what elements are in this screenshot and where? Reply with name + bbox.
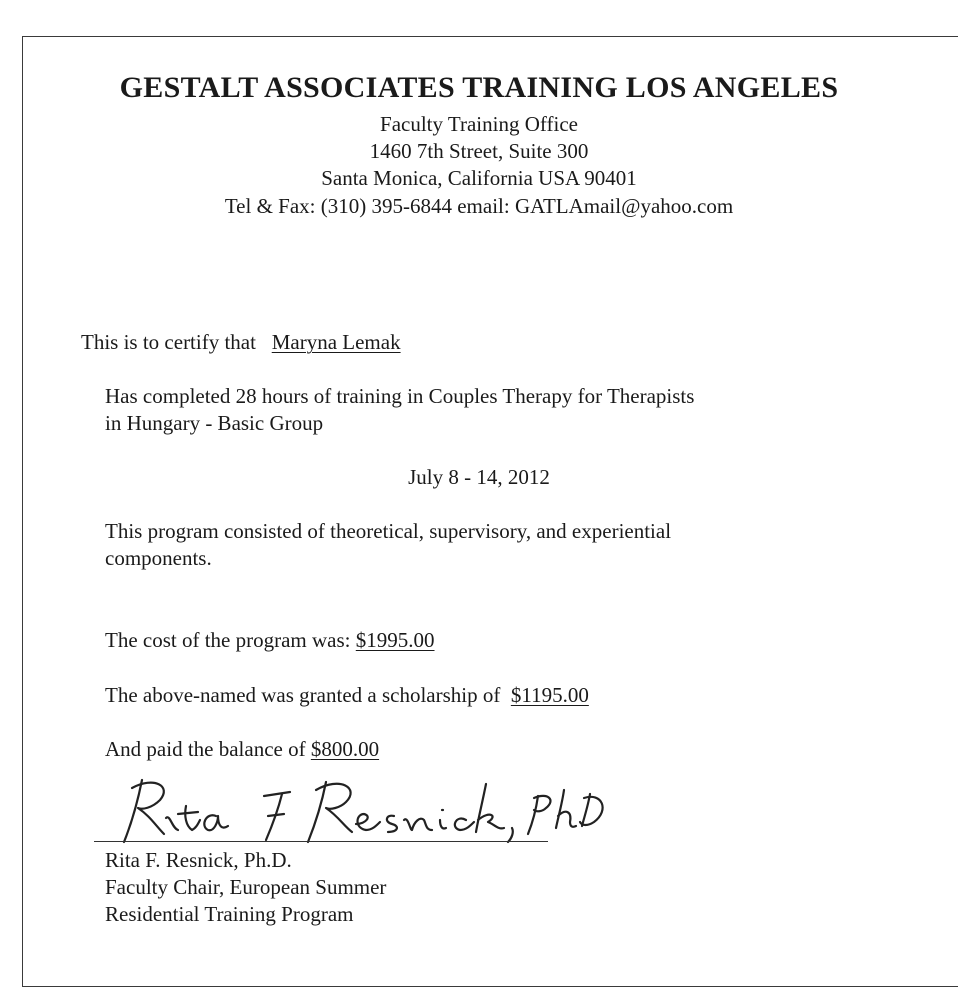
organization-name: GESTALT ASSOCIATES TRAINING LOS ANGELES (119, 71, 839, 104)
scholarship-label: The above-named was granted a scholarship of (105, 683, 501, 707)
certify-prefix: This is to certify that (81, 330, 256, 354)
office-name: Faculty Training Office (380, 112, 578, 136)
balance-value: $800.00 (310, 737, 380, 761)
cost-label: The cost of the program was: (105, 628, 351, 652)
scholarship-line (105, 682, 589, 708)
city-address: Santa Monica, California USA 90401 (321, 166, 637, 190)
signatory-name: Rita F. Resnick, Ph.D. (105, 848, 292, 872)
signature-line (94, 841, 548, 842)
handwritten-signature (94, 770, 614, 850)
contact-info: Tel & Fax: (310) 395-6844 email: GATLAmail@yahoo.com (224, 194, 734, 218)
program-description-line-2: components. (105, 546, 212, 570)
program-description-line-1: This program consisted of theoretical, supervisory, and experiential (105, 519, 672, 543)
certify-line (81, 329, 401, 355)
program-dates: July 8 - 14, 2012 (408, 465, 550, 489)
cost-line (105, 627, 435, 653)
signatory-title-line-2: Residential Training Program (105, 902, 354, 926)
completion-line-2: in Hungary - Basic Group (105, 411, 324, 435)
scholarship-value: $1195.00 (510, 683, 589, 707)
signatory-title-line-1: Faculty Chair, European Summer (105, 875, 387, 899)
balance-label: And paid the balance of (105, 737, 306, 761)
recipient-name: Maryna Lemak (271, 330, 401, 354)
street-address: 1460 7th Street, Suite 300 (369, 139, 589, 163)
completion-line-1: Has completed 28 hours of training in Couples Therapy for Therapists (105, 384, 695, 408)
balance-line (105, 736, 379, 762)
cost-value: $1995.00 (355, 628, 435, 652)
